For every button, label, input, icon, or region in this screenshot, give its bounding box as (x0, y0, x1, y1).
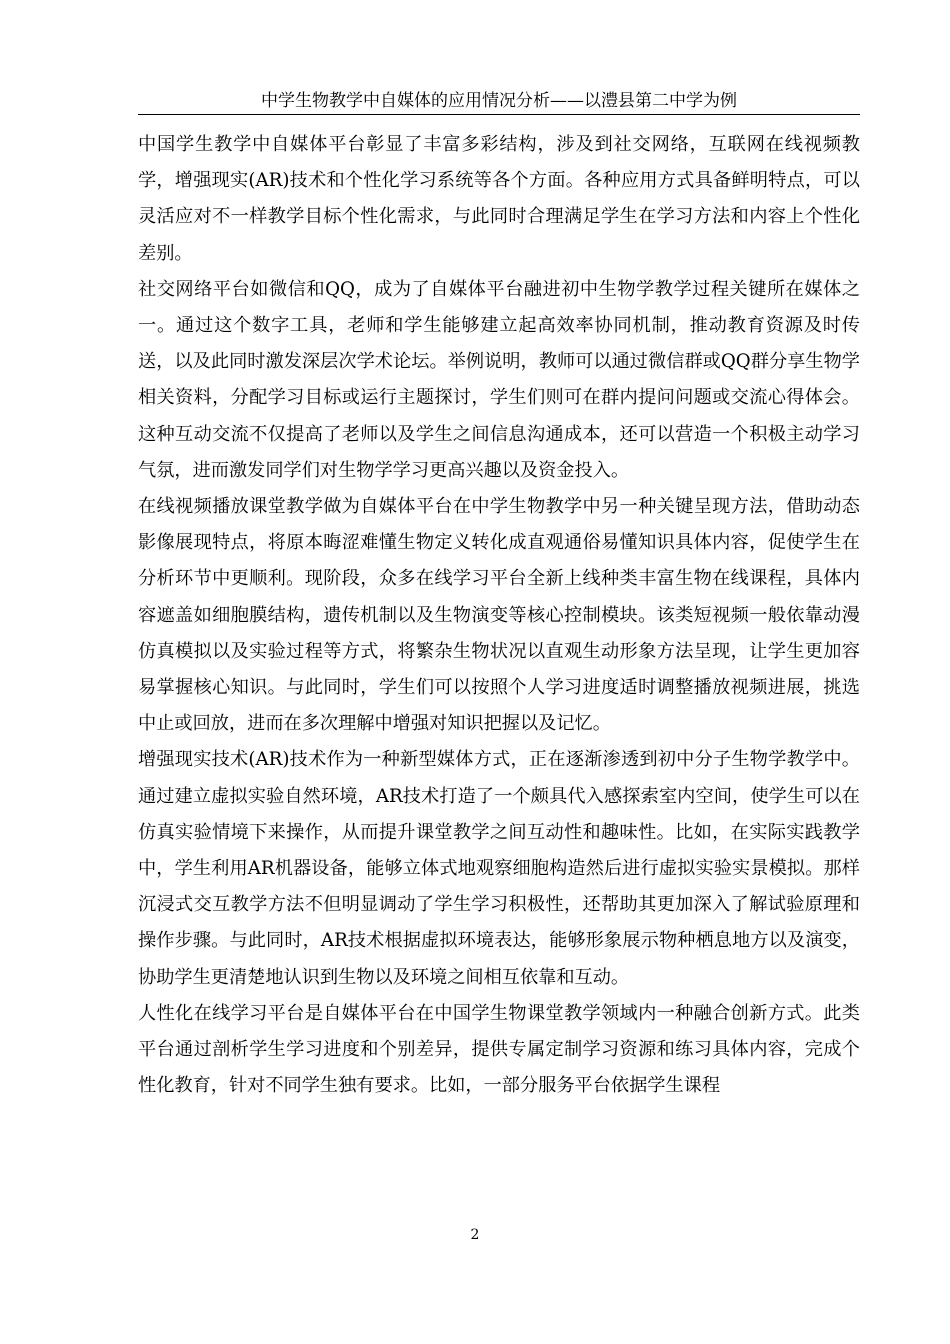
paragraph: 人性化在线学习平台是自媒体平台在中国学生物课堂教学领域内一种融合创新方式。此类平台通过剖析学生学习进度和个别差异，提供专属定制学习资源和练习具体内容，完成个性化教育，针对不同学生独有要求。比如，一部分服务平台依据学生课程 (138, 1002, 860, 1097)
paragraph: 社交网络平台如微信和QQ，成为了自媒体平台融进初中生物学教学过程关键所在媒体之一。通过这个数字工具，老师和学生能够建立起高效率协同机制，推动教育资源及时传送，以及此同时激发深层次学术论坛。举例说明，教师可以通过微信群或QQ群分享生物学相关资料，分配学习目标或运行主题探讨，学生们则可在群内提问问题或交流心得体会。这种互动交流不仅提高了老师以及学生之间信息沟通成本，还可以营造一个积极主动学习气氛，进而激发同学们对生物学学习更高兴趣以及资金投入。 (138, 278, 860, 481)
body-text (138, 127, 860, 1104)
paragraph: 中国学生教学中自媒体平台彰显了丰富多彩结构，涉及到社交网络，互联网在线视频教学，增强现实(AR)技术和个性化学习系统等各个方面。各种应用方式具备鲜明特点，可以灵活应对不一样教学目标个性化需求，与此同时合理满足学生在学习方法和内容上个性化差别。 (138, 134, 860, 264)
paragraph: 在线视频播放课堂教学做为自媒体平台在中学生物教学中另一种关键呈现方法，借助动态影像展现特点，将原本晦涩难懂生物定义转化成直观通俗易懂知识具体内容，促使学生在分析环节中更顺利。现阶段，众多在线学习平台全新上线种类丰富生物在线课程，具体内容遮盖如细胞膜结构，遗传机制以及生物演变等核心控制模块。该类短视频一般依靠动漫仿真模拟以及实验过程等方式，将繁杂生物状况以直观生动形象方法呈现，让学生更加容易掌握核心知识。与此同时，学生们可以按照个人学习进度适时调整播放视频进展，挑选中止或回放，进而在多次理解中增强对知识把握以及记忆。 (138, 496, 860, 735)
paragraph: 增强现实技术(AR)技术作为一种新型媒体方式，正在逐渐渗透到初中分子生物学教学中。通过建立虚拟实验自然环境，AR技术打造了一个颇具代入感探索室内空间，使学生可以在仿真实验情境下来操作，从而提升课堂教学之间互动性和趣味性。比如，在实际实践教学中，学生利用AR机器设备，能够立体式地观察细胞构造然后进行虚拟实验实景模拟。那样沉浸式交互教学方法不但明显调动了学生学习积极性，还帮助其更加深入了解试验原理和操作步骤。与此同时，AR技术根据虚拟环境表达，能够形象展示物种栖息地方以及演变，协助学生更清楚地认识到生物以及环境之间相互依靠和互动。 (138, 749, 860, 988)
page-number: 2 (470, 1227, 480, 1243)
running-header: 中学生物教学中自媒体的应用情况分析——以澧县第二中学为例 (138, 88, 860, 115)
